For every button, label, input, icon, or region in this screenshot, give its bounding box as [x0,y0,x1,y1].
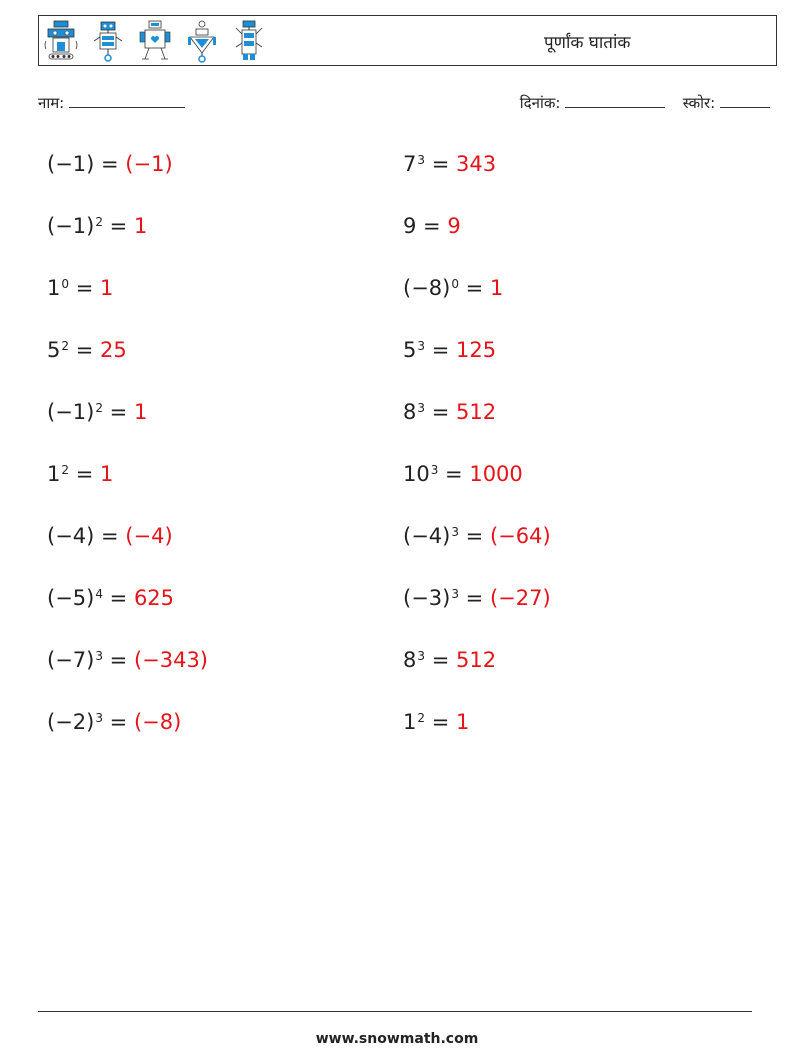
problem-exponent: 0 [61,277,70,291]
robot-heart-icon [137,19,173,63]
problem-exponent: 3 [451,525,459,539]
equals-sign: = [425,152,456,176]
problem-base: (−4) [403,524,451,548]
equals-sign: = [458,524,490,548]
problem-base: (−5) [47,586,95,610]
problem-answer: 1 [133,400,148,424]
name-field [38,93,185,113]
equals-sign: = [69,462,100,486]
robot-tank-icon [43,19,79,63]
problem-answer: 1 [99,276,114,300]
problem-item [47,647,208,673]
problem-base: 9 [403,214,417,238]
worksheet-header [38,15,777,66]
problem-base: 7 [403,152,417,176]
problem-item [403,399,496,425]
equals-sign: = [438,462,470,486]
problem-answer: 512 [455,400,497,424]
robot-triangle-icon [184,19,220,63]
equals-sign: = [425,710,456,734]
problem-base: 8 [403,400,417,424]
problem-base: 1 [47,276,61,300]
problem-base: (−7) [47,648,95,672]
problem-answer: 1 [133,214,148,238]
problem-base: (−1) [47,152,95,176]
equals-sign: = [102,586,134,610]
problem-base: (−2) [47,710,95,734]
score-blank[interactable] [720,93,770,108]
problem-answer: (−27) [489,586,551,610]
problem-item [47,213,147,239]
date-blank[interactable] [565,93,665,108]
equals-sign: = [425,648,456,672]
problem-item [47,585,174,611]
problem-exponent: 3 [451,587,459,601]
problem-item [403,461,523,487]
problem-exponent: 2 [61,463,70,477]
problem-exponent: 3 [95,711,103,725]
problem-answer: 343 [455,152,497,176]
problem-exponent: 3 [417,401,426,415]
equals-sign: = [102,648,134,672]
problem-answer: 1 [99,462,114,486]
problem-exponent: 3 [417,649,426,663]
problem-answer: 1 [489,276,504,300]
problem-exponent: 3 [430,463,439,477]
score-label: स्कोर: [682,94,716,112]
equals-sign: = [458,586,490,610]
problem-base: 1 [47,462,61,486]
problem-base: 5 [47,338,61,362]
equals-sign: = [425,400,456,424]
problem-answer: (−1) [125,152,173,176]
problem-base: 1 [403,710,417,734]
equals-sign: = [416,214,448,238]
problem-exponent: 3 [95,649,103,663]
problem-exponent: 2 [417,711,426,725]
equals-sign: = [94,152,126,176]
robot-tall-icon [231,19,267,63]
equals-sign: = [69,338,100,362]
date-label: दिनांक: [519,94,561,112]
problem-exponent: 2 [95,401,103,415]
robot-icon-row [43,19,267,63]
worksheet-title: पूर्णांक घातांक [544,33,631,53]
equals-sign: = [425,338,456,362]
problem-item [403,647,496,673]
problem-item [403,523,551,549]
name-label: नाम: [38,94,65,112]
problem-item [47,275,113,301]
problem-item [403,585,551,611]
equals-sign: = [458,276,490,300]
equals-sign: = [94,524,126,548]
problem-item [47,461,113,487]
equals-sign: = [102,214,134,238]
problem-base: (−4) [47,524,95,548]
problem-answer: 9 [447,214,461,238]
problem-item [403,213,461,239]
problem-answer: 1000 [469,462,523,486]
name-blank[interactable] [69,93,185,108]
problem-answer: 25 [99,338,127,362]
problem-exponent: 2 [95,215,103,229]
footer-website: www.snowmath.com [315,1031,479,1047]
problem-base: (−3) [403,586,451,610]
problem-answer: (−343) [133,648,209,672]
problem-answer: (−4) [125,524,173,548]
problem-exponent: 3 [417,153,426,167]
problem-base: 5 [403,338,417,362]
problem-exponent: 2 [61,339,70,353]
problem-item [47,151,173,177]
problem-base: (−8) [403,276,451,300]
equals-sign: = [102,710,134,734]
robot-antenna-icon [90,19,126,63]
problem-item [47,523,173,549]
problem-item [403,709,469,735]
problem-base: (−1) [47,214,95,238]
problem-base: 10 [403,462,430,486]
problem-item [403,337,496,363]
problem-answer: 512 [455,648,497,672]
problem-exponent: 0 [451,277,459,291]
date-score-fields [520,93,770,113]
problem-item [47,399,147,425]
problem-answer: (−8) [133,710,182,734]
problem-item [47,709,181,735]
problem-exponent: 3 [417,339,426,353]
problem-exponent: 4 [95,587,103,601]
problem-answer: (−64) [489,524,551,548]
equals-sign: = [102,400,134,424]
footer-divider [38,1011,752,1012]
problem-answer: 125 [455,338,497,362]
equals-sign: = [69,276,100,300]
problem-item [403,151,496,177]
problem-base: (−1) [47,400,95,424]
problem-base: 8 [403,648,417,672]
problem-answer: 625 [133,586,175,610]
problem-item [403,275,503,301]
problem-item [47,337,127,363]
problem-answer: 1 [455,710,470,734]
